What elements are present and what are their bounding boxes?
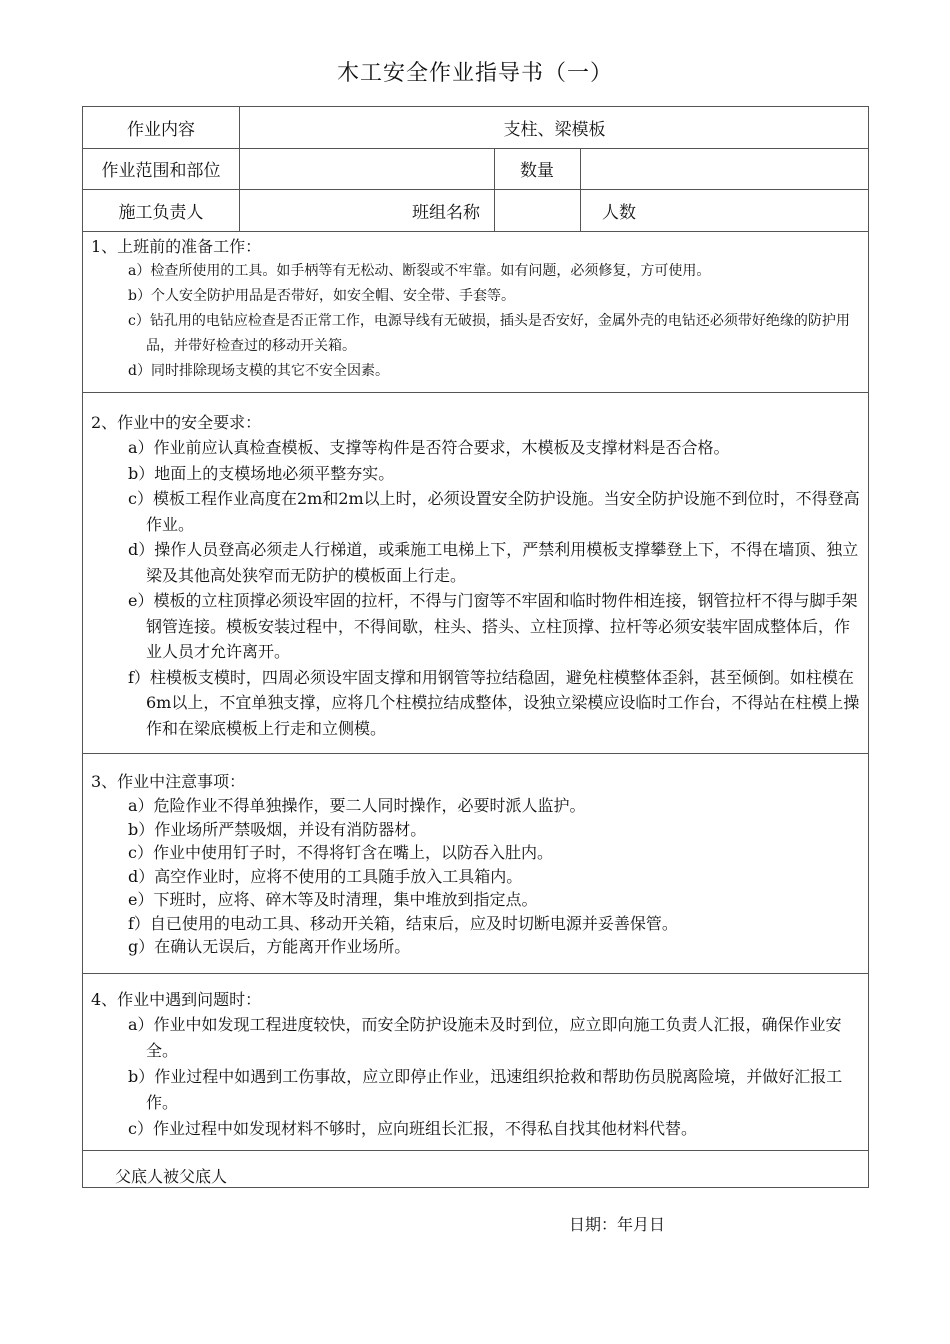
section-preparation [83,235,868,384]
work-content-value: 支柱、梁模板 [503,120,606,140]
section-divider [83,753,868,754]
list-item: c）模板工程作业高度在2m和2m以上时，必须设置安全防护设施。当安全防护设施不到位时，不得登高作业。 [128,489,860,534]
list-item: e）模板的立柱顶撑必须设牢固的拉杆，不得与门窗等不牢固和临时物件相连接，钢管拉杆不得与脚手架钢管连接。模板安装过程中，不得间歇，柱头、搭头、立柱顶撑、拉杆等必须安装牢固成整体后，作业人员才允许离开。 [128,591,858,661]
scope-value [239,148,494,189]
list-item: e）下班时，应将、碎木等及时清理，集中堆放到指定点。 [128,890,538,909]
headcount-label: 人数 [602,202,636,223]
section-divider [83,973,868,974]
list-item: b）作业过程中如遇到工伤事故，应立即停止作业，迅速组织抢救和帮助伤员脱离险境，并做好汇报工作。 [128,1067,843,1112]
section-heading: 3、作业中注意事项： [91,772,246,791]
list-item: c）钻孔用的电钻应检查是否正常工作，电源导线有无破损，插头是否安好，金属外壳的电钻还必须带好绝缘的防护用品，并带好检查过的移动开关箱。 [128,313,850,354]
list-item: a）检查所使用的工具。如手柄等有无松动、断裂或不牢靠。如有问题，必须修复，方可使用。 [128,263,711,279]
list-item: b）作业场所严禁吸烟，并设有消防器材。 [128,819,427,839]
list-item: a）作业中如发现工程进度较快，而安全防护设施未及时到位，应立即向施工负责人汇报，确保作业安全。 [128,1015,842,1060]
list-item: a）作业前应认真检查模板、支撑等构件是否符合要求，木模板及支撑材料是否合格。 [128,438,730,457]
list-item: f）柱模板支模时，四周必须设牢固支撑和用钢管等拉结稳固，避免柱模整体歪斜，甚至倾倒。如柱模在6m以上，不宜单独支撑，应将几个柱模拉结成整体，设独立梁模应设临时工作台，不得站在柱模上操作和在梁底模板上行走和立侧模。 [128,667,860,738]
list-item: c）作业过程中如发现材料不够时，应向班组长汇报，不得私自找其他材料代替。 [128,1119,697,1138]
list-item: b）地面上的支模场地必须平整夯实。 [128,463,395,483]
leader-value [239,189,339,231]
section-divider [83,1150,868,1151]
scope-label: 作业范围和部位 [101,161,221,181]
list-item: d）高空作业时，应将不使用的工具随手放入工具箱内。 [128,866,523,886]
section-safety-requirements [83,411,868,741]
team-value [494,189,580,231]
section-heading: 4、作业中遇到问题时： [91,990,262,1009]
list-item: g）在确认无误后，方能离开作业场所。 [128,937,411,956]
section-heading: 2、作业中的安全要求： [91,413,262,432]
section-problem-handling [83,988,868,1142]
date-line: 日期：年月日 [569,1215,666,1234]
section-divider [83,392,868,393]
leader-label: 施工负责人 [118,202,204,223]
work-content-label: 作业内容 [127,120,195,140]
list-item: d）操作人员登高必须走人行梯道，或乘施工电梯上下，严禁利用模板支撑攀登上下，不得在墙顶、独立梁及其他高处狭窄而无防护的模板面上行走。 [128,540,859,585]
section-precautions [83,770,868,959]
list-item: d）同时排除现场支模的其它不安全因素。 [128,363,389,379]
signoff-line: 父底人被父底人 [115,1167,228,1186]
list-item: a）危险作业不得单独操作，要二人同时操作，必要时派人监护。 [128,796,586,815]
section-heading: 1、上班前的准备工作： [91,237,262,256]
list-item: b）个人安全防护用品是否带好，如安全帽、安全带、手套等。 [128,288,515,304]
team-label: 班组名称 [412,202,480,223]
instruction-table [82,106,869,1188]
list-item: f）自已使用的电动工具、移动开关箱，结束后，应及时切断电源并妥善保管。 [128,913,678,933]
document-title: 木工安全作业指导书（一） [336,61,613,86]
row-divider [83,231,868,232]
quantity-label: 数量 [520,161,554,181]
quantity-value [580,148,870,189]
list-item: c）作业中使用钉子时，不得将钉含在嘴上，以防吞入肚内。 [128,843,553,862]
